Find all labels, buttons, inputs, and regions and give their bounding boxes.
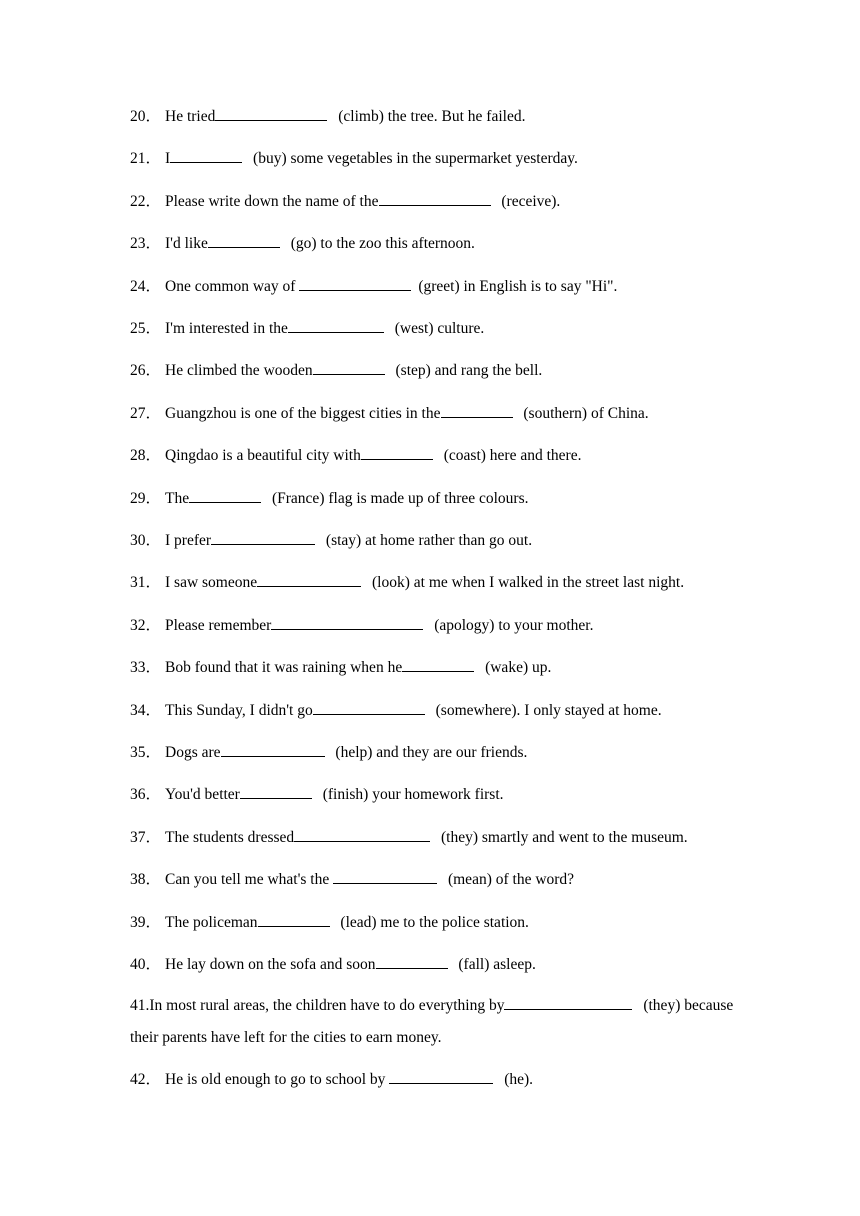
- question-number: 42．: [130, 1071, 162, 1088]
- answer-blank[interactable]: [313, 700, 425, 715]
- question-text-after: (he).: [500, 1071, 534, 1088]
- question-text-after: (buy) some vegetables in the supermarket yesterday.: [249, 150, 578, 168]
- question-number: 34．: [130, 701, 162, 719]
- question-item: [130, 233, 750, 254]
- question-item: [130, 784, 750, 805]
- question-number: 22．: [130, 192, 162, 210]
- question-text-before: Dogs are: [165, 744, 221, 761]
- question-text-after: (southern) of China.: [519, 404, 649, 422]
- question-item: [130, 572, 750, 593]
- question-number: 21．: [130, 150, 162, 168]
- question-item: [130, 742, 750, 763]
- question-item: [130, 191, 750, 212]
- question-text-after: (apology) to your mother.: [430, 616, 594, 634]
- question-number: 37．: [130, 828, 162, 846]
- question-item: [130, 657, 750, 678]
- answer-blank[interactable]: [208, 233, 280, 248]
- question-number: 20．: [130, 108, 162, 125]
- question-number: 29．: [130, 489, 162, 507]
- question-number: 26．: [130, 362, 162, 380]
- answer-blank[interactable]: [376, 954, 448, 969]
- answer-blank[interactable]: [504, 995, 632, 1010]
- question-text-after: (help) and they are our friends.: [331, 744, 528, 761]
- answer-blank[interactable]: [299, 276, 411, 291]
- question-text-before: This Sunday, I didn't go: [165, 701, 313, 719]
- question-item: [130, 403, 750, 424]
- answer-blank[interactable]: [271, 615, 423, 630]
- question-number: 32．: [130, 616, 162, 634]
- question-text-after: (somewhere). I only stayed at home.: [431, 701, 662, 719]
- question-text-before: He is old enough to go to school by: [165, 1071, 390, 1088]
- question-number: 36．: [130, 786, 162, 804]
- answer-blank[interactable]: [215, 106, 327, 121]
- question-text-after: (lead) me to the police station.: [336, 913, 529, 931]
- question-number: 28．: [130, 447, 162, 465]
- question-text-before: The policeman: [165, 913, 258, 931]
- question-number: 27．: [130, 404, 162, 422]
- answer-blank[interactable]: [313, 360, 385, 375]
- answer-blank[interactable]: [294, 827, 430, 842]
- answer-blank[interactable]: [257, 572, 361, 587]
- question-item: [130, 530, 750, 551]
- question-text-after: (stay) at home rather than go out.: [322, 532, 533, 549]
- question-text-before: I: [165, 150, 171, 168]
- question-item-41: [130, 990, 740, 1054]
- question-text-after: (they) because their parents have left for the cities to earn money.: [130, 997, 734, 1046]
- question-item: [130, 445, 750, 466]
- question-number: 23．: [130, 235, 162, 253]
- answer-blank[interactable]: [379, 191, 491, 206]
- question-number: 41.: [130, 997, 150, 1014]
- question-number: 39．: [130, 913, 162, 931]
- question-number: 25．: [130, 320, 162, 337]
- question-text-before: Please write down the name of the: [165, 192, 379, 210]
- question-text-after: (wake) up.: [481, 659, 552, 677]
- answer-blank[interactable]: [389, 1069, 493, 1084]
- answer-blank[interactable]: [402, 657, 474, 672]
- answer-blank[interactable]: [288, 318, 384, 333]
- question-item: [130, 148, 750, 169]
- question-text-after: (receive).: [497, 192, 561, 210]
- question-number: 33．: [130, 659, 162, 677]
- question-text-before: The: [165, 489, 190, 507]
- question-text-before: Can you tell me what's the: [165, 871, 334, 889]
- question-text-before: Bob found that it was raining when he: [165, 659, 403, 677]
- answer-blank[interactable]: [189, 488, 261, 503]
- question-number: 24．: [130, 277, 162, 295]
- question-text-after: (climb) the tree. But he failed.: [334, 108, 526, 125]
- answer-blank[interactable]: [211, 530, 315, 545]
- question-text-after: (look) at me when I walked in the street last night.: [368, 574, 685, 592]
- question-text-before: Guangzhou is one of the biggest cities in the: [165, 404, 441, 422]
- question-number: 40．: [130, 956, 162, 973]
- question-text-after: (go) to the zoo this afternoon.: [286, 235, 475, 253]
- question-number: 38．: [130, 871, 162, 889]
- question-item: [130, 488, 750, 509]
- answer-blank[interactable]: [361, 445, 433, 460]
- answer-blank[interactable]: [333, 869, 437, 884]
- question-item: [130, 106, 750, 127]
- question-item: [130, 615, 750, 636]
- question-text-after: (west) culture.: [390, 320, 485, 337]
- question-text-after: (fall) asleep.: [454, 956, 536, 973]
- question-item: [130, 954, 750, 975]
- question-item: [130, 869, 750, 890]
- question-number: 35．: [130, 744, 162, 761]
- question-number: 31．: [130, 574, 162, 592]
- answer-blank[interactable]: [441, 403, 513, 418]
- question-text-before: One common way of: [165, 277, 300, 295]
- answer-blank[interactable]: [170, 148, 242, 163]
- question-item: [130, 360, 750, 381]
- question-text-before: In most rural areas, the children have to do everything by: [149, 997, 505, 1014]
- question-item: [130, 318, 750, 339]
- question-text-before: I saw someone: [165, 574, 258, 592]
- question-item: [130, 276, 750, 297]
- question-item: [130, 827, 750, 848]
- question-text-before: Please remember: [165, 616, 272, 634]
- question-text-after: (mean) of the word?: [444, 871, 575, 889]
- question-text-before: He climbed the wooden: [165, 362, 313, 380]
- question-text-after: (finish) your homework first.: [318, 786, 504, 804]
- question-number: 30．: [130, 532, 162, 549]
- answer-blank[interactable]: [240, 784, 312, 799]
- question-text-after: (coast) here and there.: [439, 447, 582, 465]
- question-text-after: (greet) in English is to say "Hi".: [418, 277, 618, 295]
- question-item-42: [130, 1069, 750, 1090]
- question-text-before: I prefer: [165, 532, 212, 549]
- question-item: [130, 700, 750, 721]
- question-item: [130, 912, 750, 933]
- question-text-before: You'd better: [165, 786, 240, 804]
- answer-blank[interactable]: [221, 742, 325, 757]
- question-text-before: The students dressed: [165, 828, 295, 846]
- answer-blank[interactable]: [258, 912, 330, 927]
- question-text-before: He tried: [165, 108, 216, 125]
- question-text-before: I'd like: [165, 235, 208, 253]
- question-text-before: I'm interested in the: [165, 320, 288, 337]
- question-text-after: (France) flag is made up of three colours.: [268, 489, 529, 507]
- question-text-after: (step) and rang the bell.: [391, 362, 543, 380]
- question-text-before: He lay down on the sofa and soon: [165, 956, 376, 973]
- question-text-before: Qingdao is a beautiful city with: [165, 447, 361, 465]
- question-text-after: (they) smartly and went to the museum.: [437, 828, 688, 846]
